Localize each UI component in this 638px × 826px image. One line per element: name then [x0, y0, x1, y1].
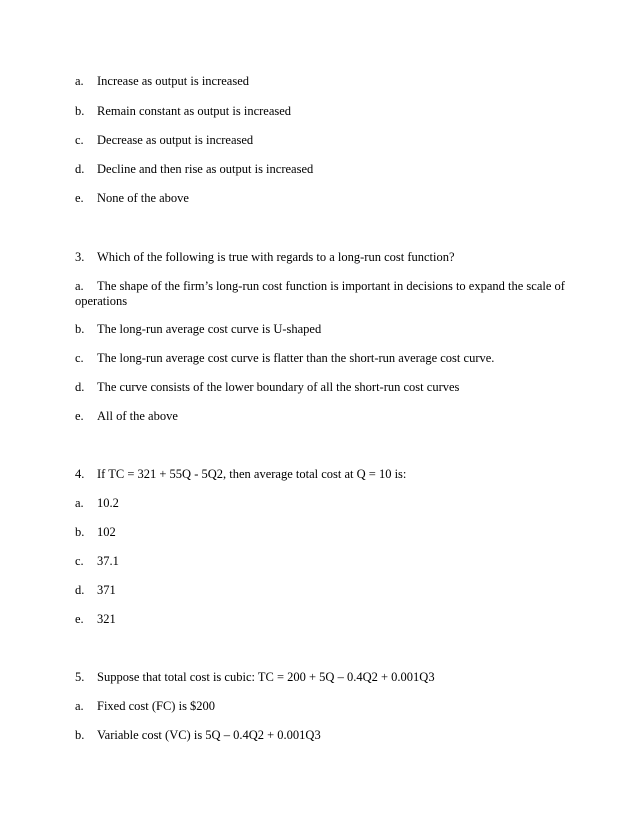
option-text: The long-run average cost curve is U-shaped: [97, 322, 322, 336]
q4-option-d: [75, 583, 116, 598]
option-text: The shape of the firm’s long-run cost function is important in decisions to expand the scale of operations: [75, 279, 565, 308]
option-label: a.: [75, 699, 84, 713]
option-label: b.: [75, 728, 85, 742]
option-label: e.: [75, 191, 84, 205]
option-text: All of the above: [97, 409, 178, 423]
option-text: Decline and then rise as output is increased: [97, 162, 314, 176]
question-number: 4.: [75, 467, 85, 481]
option-label: d.: [75, 583, 85, 597]
question-text: If TC = 321 + 55Q - 5Q2, then average total cost at Q = 10 is:: [97, 467, 407, 481]
option-text: 321: [97, 612, 116, 626]
option-label: d.: [75, 380, 85, 394]
question-number: 5.: [75, 670, 85, 684]
q2-option-b: [75, 104, 291, 119]
option-text: 10.2: [97, 496, 119, 510]
option-label: b.: [75, 322, 85, 336]
option-text: 37.1: [97, 554, 119, 568]
q3-option-e: [75, 409, 178, 424]
option-label: a.: [75, 74, 84, 88]
option-label: c.: [75, 554, 84, 568]
option-label: c.: [75, 133, 84, 147]
question-number: 3.: [75, 250, 85, 264]
q2-option-e: [75, 191, 189, 206]
option-text: The long-run average cost curve is flatter than the short-run average cost curve.: [97, 351, 495, 365]
option-label: b.: [75, 104, 85, 118]
option-label: e.: [75, 409, 84, 423]
option-label: d.: [75, 162, 85, 176]
option-label: e.: [75, 612, 84, 626]
option-text: Variable cost (VC) is 5Q – 0.4Q2 + 0.001Q3: [97, 728, 321, 742]
q3-option-c: [75, 351, 494, 366]
q2-option-a: [75, 74, 249, 89]
q3-option-b: [75, 322, 321, 337]
option-text: Decrease as output is increased: [97, 133, 254, 147]
question-text: Which of the following is true with regards to a long-run cost function?: [97, 250, 455, 264]
question-text: Suppose that total cost is cubic: TC = 200 + 5Q – 0.4Q2 + 0.001Q3: [97, 670, 435, 684]
option-text: None of the above: [97, 191, 189, 205]
option-text: 102: [97, 525, 116, 539]
q4-option-b: [75, 525, 116, 540]
q4-question: [75, 467, 406, 482]
option-text: Increase as output is increased: [97, 74, 250, 88]
option-text: The curve consists of the lower boundary of all the short-run cost curves: [97, 380, 460, 394]
q3-question: [75, 250, 455, 265]
q2-option-c: [75, 133, 253, 148]
q4-option-c: [75, 554, 119, 569]
option-text: 371: [97, 583, 116, 597]
q3-option-a: [75, 279, 565, 309]
q5-question: [75, 670, 435, 685]
option-text: Remain constant as output is increased: [97, 104, 292, 118]
option-label: a.: [75, 279, 84, 293]
option-label: c.: [75, 351, 84, 365]
option-label: a.: [75, 496, 84, 510]
q5-option-a: [75, 699, 215, 714]
option-label: b.: [75, 525, 85, 539]
q4-option-e: [75, 612, 116, 627]
option-text: Fixed cost (FC) is $200: [97, 699, 216, 713]
q2-option-d: [75, 162, 313, 177]
q4-option-a: [75, 496, 119, 511]
q3-option-d: [75, 380, 459, 395]
q5-option-b: [75, 728, 321, 743]
